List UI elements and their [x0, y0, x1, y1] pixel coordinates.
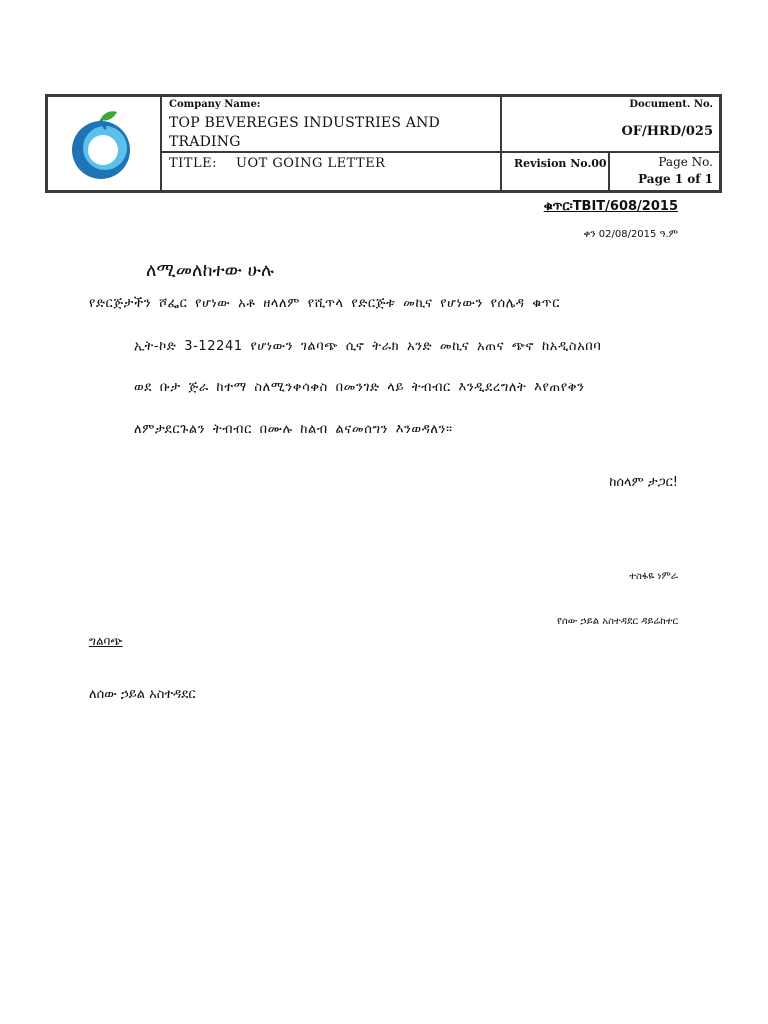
closing-line: ከሰላም ታጋር!	[609, 475, 678, 490]
signer-name: ተስፋዬ ነምራ	[629, 571, 678, 582]
document-number: OF/HRD/025	[621, 124, 713, 139]
salutation: ለሚመለከተው ሁሉ	[146, 260, 274, 281]
page-number: Page 1 of 1	[638, 172, 713, 186]
document-header-table	[45, 94, 722, 193]
document-number-label: Document. No.	[629, 99, 713, 110]
revision-number: Revision No.00	[514, 157, 607, 170]
page-number-cell	[610, 153, 719, 190]
company-logo	[65, 106, 141, 186]
page-number-label: Page No.	[658, 155, 713, 169]
letter-date: ቀን 02/08/2015 ዓ.ም	[583, 229, 678, 240]
company-name-cell	[162, 97, 502, 153]
revision-cell	[502, 153, 610, 190]
logo-cell	[48, 97, 162, 190]
cc-label: ግልባጭ	[89, 634, 123, 648]
body-line: ለምታደርጉልን ትብብር በሙሉ ከልብ ልናመሰግን እንወዳለን።	[134, 422, 453, 437]
document-number-cell	[502, 97, 719, 153]
company-name-label: Company Name:	[169, 99, 261, 110]
signer-title: የሰው ኃይል አስተዳደር ዳይሬክተር	[557, 616, 678, 627]
title-cell	[162, 153, 502, 190]
body-line: ኢት-ኮድ 3-12241 የሆነውን ገልባጭ ሲኖ ትራክ አንድ መኪና አጠና ጭኖ ከአዲስአበባ	[134, 339, 602, 354]
document-title: UOT GOING LETTER	[236, 156, 386, 171]
company-name: TOP BEVEREGES INDUSTRIES AND TRADING	[169, 115, 440, 150]
body-line: ወደ ቡታ ጅራ ከተማ ስለሚንቀሳቀስ በመንገድ ላይ ትብብር እንዲደረግለት እየጠየቅን	[134, 380, 585, 395]
reference-number: ቁጥር፡TBIT/608/2015	[543, 199, 678, 214]
cc-recipient: ለሰው ኃይል አስተዳደር	[89, 687, 196, 702]
title-label: TITLE:	[169, 156, 217, 171]
body-line: የድርጅታችን ሾፌር የሆነው አቶ ዘላለም የሺጥላ የድርጅቱ መኪና የሆነውን የሰሌዳ ቁጥር	[89, 296, 560, 311]
